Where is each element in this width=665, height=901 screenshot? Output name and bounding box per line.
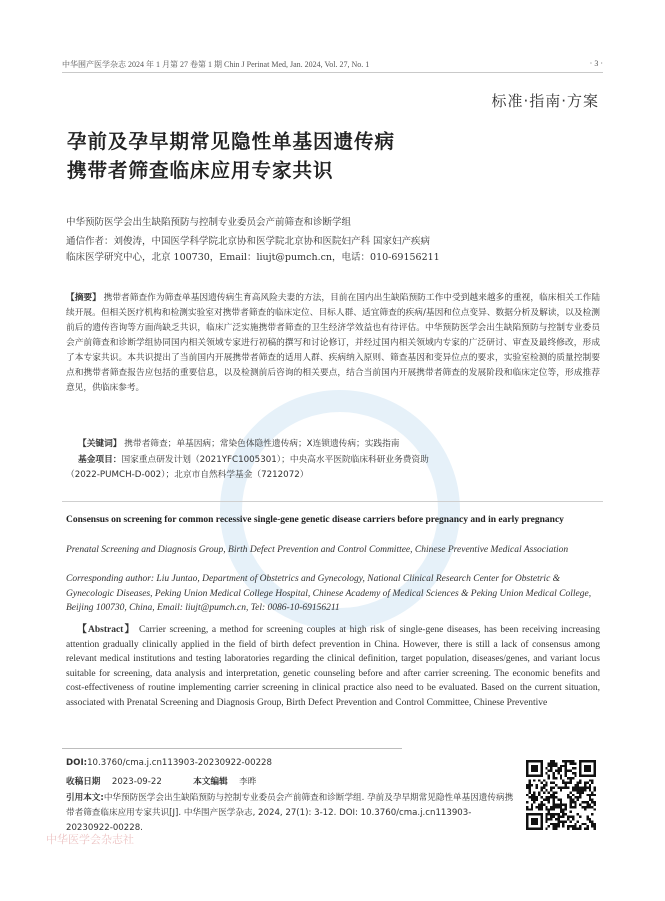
- running-header: 中华围产医学杂志 2024 年 1 月第 27 卷第 1 期 Chin J Perinat Med, Jan. 2024, Vol. 27, No. 1: [62, 60, 370, 69]
- funding-cn-label: 基金项目：: [78, 455, 122, 465]
- english-abstract-label: 【Abstract】: [76, 625, 136, 635]
- page-number: · 3 ·: [589, 59, 603, 68]
- footer-rule: [62, 748, 402, 749]
- doi-line: [66, 758, 272, 768]
- english-author-group: Prenatal Screening and Diagnosis Group, Birth Defect Prevention and Control Committee, Chinese Preventive Medical Association: [66, 545, 569, 555]
- title-line-2: 携带者筛查临床应用专家共识: [67, 159, 334, 182]
- keywords-cn-text: 携带者筛查；单基因病；常染色体隐性遗传病；X连锁遗传病；实践指南: [124, 439, 400, 449]
- citation-text: 中华预防医学会出生缺陷预防与控制专业委员会产前筛查和诊断学组. 孕前及孕早期常见隐性单基因遗传病携带者筛查临床应用专家共识[J]. 中华围产医学杂志, 2024, 27(1): 3-12. DOI: 10.3760/cma.j.cn113903-20230922-00228.: [66, 793, 514, 833]
- title-line-1: 孕前及孕早期常见隐性单基因遗传病: [67, 130, 396, 153]
- funding-cn-line-1: 国家重点研发计划（2021YFC1005301）；中央高水平医院临床科研业务费资助: [121, 455, 429, 465]
- keywords-cn: [78, 437, 598, 449]
- funding-cn: [66, 453, 600, 483]
- abstract-cn-label: 【摘要】: [66, 293, 101, 303]
- editor-label: 本文编辑: [193, 777, 228, 787]
- english-abstract-text: Carrier screening, a method for screening couples at high risk of single-gene diseases, has been receiving increasing attention gradually clinically applied in the field of birth defect prevention in China. However, there is still a lack of consensus among relevant medical institutions and testing laboratories regarding the clinical definition, target population, diseases/genes, and variant locus suitable for screening, data analysis and interpretation, genetic counseling before and after carrier screening. The economic benefits and cost-effectiveness of routine implementing carrier screening in clinical practice also need to be evaluated. Based on the current situation, associated with Prenatal Screening and Diagnosis Group, Birth Defect Prevention and Control Committee, Chinese Preventive: [66, 625, 600, 708]
- editor-name: 李晔: [239, 777, 257, 787]
- qr-code[interactable]: [526, 760, 596, 830]
- english-title: Consensus on screening for common recessive single-gene genetic disease carriers before pregnancy and in early pregnancy: [66, 515, 564, 525]
- author-group-cn: 中华预防医学会出生缺陷预防与控制专业委员会产前筛查和诊断学组: [66, 217, 352, 228]
- keywords-cn-label: 【关键词】: [78, 439, 122, 449]
- publisher-logo: 中华医学会杂志社: [46, 833, 134, 846]
- english-abstract: [66, 623, 600, 711]
- section-divider: [62, 501, 603, 502]
- doi-value[interactable]: 10.3760/cma.j.cn113903-20230922-00228: [87, 758, 272, 768]
- received-label: 收稿日期: [66, 777, 101, 787]
- corresponding-line-2: 临床医学研究中心，北京 100730，Email：liujt@pumch.cn，电话：010-69156211: [66, 252, 440, 263]
- corresponding-line-1: 通信作者：刘俊涛，中国医学科学院北京协和医学院北京协和医院妇产科 国家妇产疾病: [66, 236, 431, 247]
- abstract-cn-text: 携带者筛查作为筛查单基因遗传病生育高风险夫妻的方法，目前在国内出生缺陷预防工作中受到越来越多的重视，临床相关工作陆续开展。但相关医疗机构和检测实验室对携带者筛查的临床定位、目标人群、适宜筛查的疾病/基因和位点变异、数据分析及解读，以及检测前后的遗传咨询等方面尚缺乏共识，临床广泛实施携带者筛查的卫生经济学效益也有待评估。中华预防医学会出生缺陷预防与控制专业委员会产前筛查和诊断学组协同国内相关领域专家进行初稿的撰写和讨论修订，并经过国内相关领域内专家的广泛研讨、审查及最终修改，形成了本专家共识。本共识提出了当前国内开展携带者筛查的适用人群、疾病纳入原则、筛查基因和变异位点的要求，实验室检测的质量控制要点和携带者筛查报告应包括的重要信息，以及检测前后咨询的相关要点，结合当前国内开展携带者筛查的发展阶段和临床定位等，形成推荐意见，供临床参考。: [66, 293, 601, 393]
- citation-label: 引用本文:: [66, 793, 104, 803]
- abstract-cn: [66, 291, 600, 396]
- received-line: [66, 775, 256, 787]
- citation: [66, 791, 516, 836]
- received-date: 2023-09-22: [111, 777, 162, 787]
- doi-label: DOI:: [66, 758, 88, 768]
- english-corresponding: Corresponding author: Liu Juntao, Department of Obstetrics and Gynecology, National Clinical Research Center for Obstetric & Gynecologic Diseases, Peking Union Medical College Hospital, Chinese Academy of Medical Sciences & Peking Union Medical College, Beijing 100730, China, Email: liujt@pumch.cn, Tel: 0086-10-69156211: [66, 574, 592, 614]
- funding-cn-line-2: （2022-PUMCH-D-002）；北京市自然科学基金（7212072）: [66, 470, 309, 480]
- section-label: 标准·指南·方案: [491, 92, 599, 110]
- header-rule: [62, 72, 603, 73]
